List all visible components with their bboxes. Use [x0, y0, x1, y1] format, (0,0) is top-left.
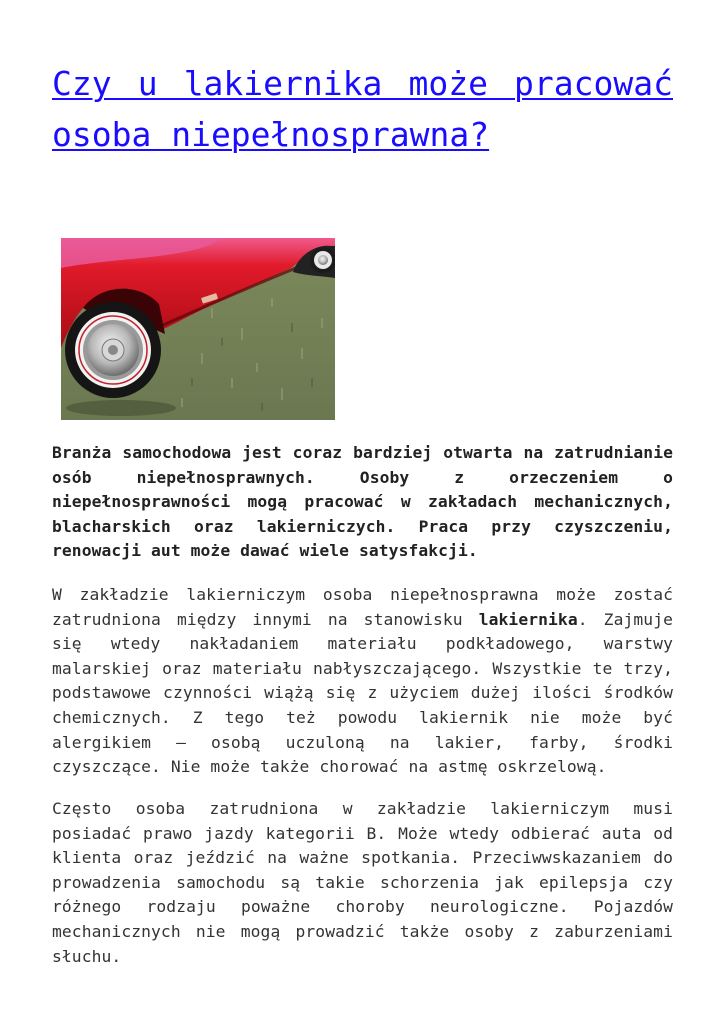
article-paragraph-1: [52, 583, 673, 780]
article: [52, 58, 673, 160]
paragraph-1-text-end: . Zajmuje się wtedy nakładaniem materiału podkładowego, warstwy malarskiej oraz materiału nabłyszczającego. Wszystkie te trzy, podstawowe czynności wiążą się z użyciem dużej ilości środków chemicznych. Z tego też powodu lakiernik nie może być alergikiem – osobą uczuloną na lakier, farby, środki czyszczące. Nie może także chorować na astmę oskrzelową.: [52, 609, 673, 777]
red-car-photo: [61, 238, 335, 420]
paragraph-1-text-start: W zakładzie lakierniczym osoba niepełnosprawna może zostać zatrudniona między innymi na stanowisku: [52, 585, 673, 629]
article-title: [52, 58, 673, 160]
paragraph-1-keyword: lakiernika: [478, 609, 578, 629]
article-title-link[interactable]: Czy u lakiernika może pracować osoba niepełnosprawna?: [52, 64, 673, 154]
article-lead: Branża samochodowa jest coraz bardziej otwarta na zatrudnianie osób niepełnosprawnych. Osoby z orzeczeniem o niepełnosprawności mogą pracować w zakładach mechanicznych, blacharskich oraz lakierniczych. Praca przy czyszczeniu, renowacji aut może dawać wiele satysfakcji.: [52, 443, 673, 561]
article-paragraph-2: Często osoba zatrudniona w zakładzie lakierniczym musi posiadać prawo jazdy kategorii B. Może wtedy odbierać auta od klienta oraz jeździć na ważne spotkania. Przeciwwskazaniem do prowadzenia samochodu są takie schorzenia jak epilepsja czy różnego rodzaju poważne choroby neurologiczne. Pojazdów mechanicznych nie mogą prowadzić także osoby z zaburzeniami słuchu.: [52, 799, 673, 966]
